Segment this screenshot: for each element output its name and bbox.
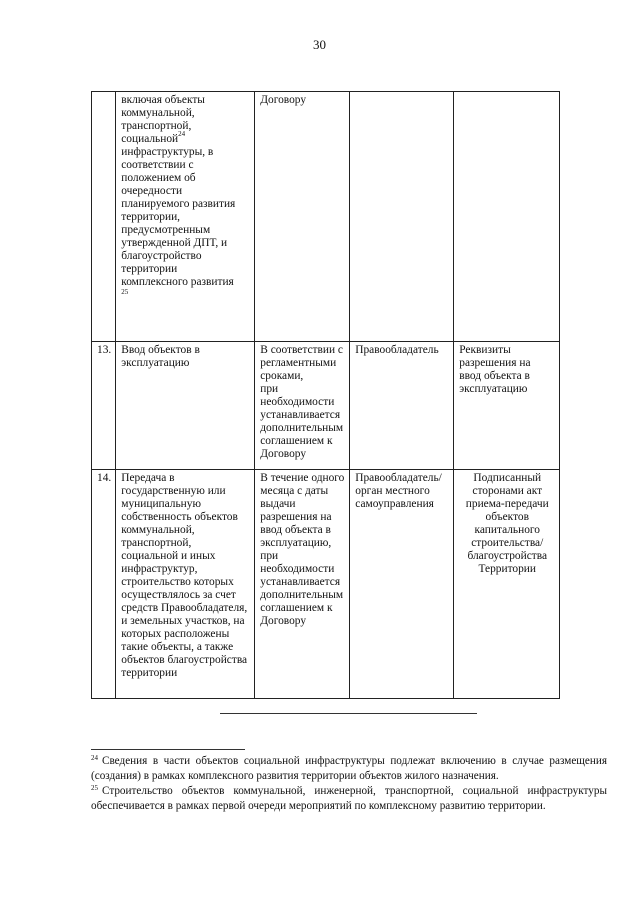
term-cell bbox=[255, 92, 350, 342]
result-line: сторонами акт bbox=[472, 485, 543, 497]
term-line: выдачи bbox=[260, 498, 296, 510]
footnote-ref-24: 24 bbox=[178, 130, 186, 138]
event-line: планируемого развития bbox=[121, 198, 236, 210]
event-line: и земельных участков, на bbox=[121, 615, 245, 627]
term-line: необходимости bbox=[260, 563, 335, 575]
term-line: регламентными bbox=[260, 357, 337, 369]
event-line: утвержденной ДПТ, и bbox=[121, 237, 228, 249]
event-line: государственную или bbox=[121, 485, 226, 497]
responsible-cell bbox=[350, 92, 454, 342]
result-line: Подписанный bbox=[473, 472, 542, 484]
term-line: месяца с даты bbox=[260, 485, 329, 497]
footnote-mark: 25 bbox=[91, 784, 98, 793]
event-line: социальной и иных bbox=[121, 550, 216, 562]
responsible-line: орган местного bbox=[355, 485, 430, 497]
event-line: комплексного развития bbox=[121, 276, 234, 288]
result-cell bbox=[454, 470, 560, 699]
event-line: объектов благоустройства bbox=[121, 654, 248, 666]
responsible-line: самоуправления bbox=[355, 498, 434, 510]
footnotes bbox=[91, 754, 607, 814]
term-line: устанавливается bbox=[260, 576, 341, 588]
responsible-line: Правообладатель bbox=[355, 344, 439, 356]
result-line: объектов bbox=[485, 511, 529, 523]
table-row bbox=[92, 342, 560, 470]
result-line: капитального bbox=[474, 524, 540, 536]
term-line: В течение одного bbox=[260, 472, 345, 484]
row-number-cell: 13. bbox=[92, 342, 116, 470]
event-line: Передача в bbox=[121, 472, 175, 484]
result-line: Реквизиты bbox=[459, 344, 511, 356]
term-line: Договору bbox=[260, 448, 307, 460]
event-line: территории bbox=[121, 667, 178, 679]
event-line: инфраструктур, bbox=[121, 563, 198, 575]
term-line: при bbox=[260, 383, 279, 395]
event-cell bbox=[116, 342, 255, 470]
result-cell bbox=[454, 92, 560, 342]
event-line: осуществлялось за счет bbox=[121, 589, 236, 601]
event-line: включая объекты bbox=[121, 94, 205, 106]
footnote-25 bbox=[91, 784, 607, 814]
event-line: средств Правообладателя, bbox=[121, 602, 248, 614]
footnote-ref-25: 25 bbox=[121, 288, 129, 296]
event-cell bbox=[116, 470, 255, 699]
term-line: соглашением к bbox=[260, 602, 333, 614]
term-line: дополнительным bbox=[260, 422, 344, 434]
event-line: собственность объектов bbox=[121, 511, 238, 523]
footnote-mark: 24 bbox=[91, 754, 98, 762]
term-line: дополнительным bbox=[260, 589, 344, 601]
event-line: строительство которых bbox=[121, 576, 234, 588]
result-line: строительства/ bbox=[471, 537, 544, 549]
event-line: благоустройство bbox=[121, 250, 202, 262]
footnote-text: Сведения в части объектов социальной инфраструктуры подлежат включению в случае размещения (создания) в рамках комплексного развития территории объектов жилого назначения. bbox=[91, 755, 607, 783]
responsible-line: Правообладатель/ bbox=[355, 472, 442, 484]
footnote-text: Строительство объектов коммунальной, инженерной, транспортной, социальной инфраструктуры обеспечивается в рамках первой очереди мероприятий по комплексному развитию территории. bbox=[91, 785, 607, 813]
event-line: транспортной, bbox=[121, 120, 192, 132]
term-line: Договору bbox=[260, 94, 307, 106]
table-row bbox=[92, 470, 560, 699]
event-line: территории, bbox=[121, 211, 181, 223]
event-line: инфраструктуры, в bbox=[121, 146, 214, 158]
result-cell bbox=[454, 342, 560, 470]
result-line: разрешения на bbox=[459, 357, 531, 369]
schedule-table bbox=[91, 91, 560, 699]
result-line: приема-передачи bbox=[465, 498, 549, 510]
term-cell bbox=[255, 342, 350, 470]
footnote-separator bbox=[91, 749, 245, 750]
result-line: ввод объекта в bbox=[459, 370, 530, 382]
event-line: Ввод объектов в bbox=[121, 344, 200, 356]
result-line: Территории bbox=[478, 563, 536, 575]
term-line: разрешения на bbox=[260, 511, 332, 523]
responsible-cell bbox=[350, 470, 454, 699]
term-line: эксплуатацию, bbox=[260, 537, 332, 549]
term-line: Договору bbox=[260, 615, 307, 627]
term-line: соглашением к bbox=[260, 435, 333, 447]
responsible-cell bbox=[350, 342, 454, 470]
event-line: предусмотренным bbox=[121, 224, 211, 236]
term-line: при bbox=[260, 550, 279, 562]
page-number: 30 bbox=[313, 37, 326, 52]
event-line: коммунальной, bbox=[121, 107, 195, 119]
term-line: В соответствии с bbox=[260, 344, 343, 356]
event-line: территории bbox=[121, 263, 178, 275]
event-line: положением об bbox=[121, 172, 196, 184]
term-cell bbox=[255, 470, 350, 699]
event-line: которых расположены bbox=[121, 628, 230, 640]
result-line: благоустройства bbox=[467, 550, 548, 562]
term-line: ввод объекта в bbox=[260, 524, 331, 536]
event-line: коммунальной, bbox=[121, 524, 195, 536]
footnote-24 bbox=[91, 754, 607, 784]
row-number-cell bbox=[92, 92, 116, 342]
row-number-cell: 14. bbox=[92, 470, 116, 699]
event-line: социальной$^{24}$ bbox=[121, 130, 186, 145]
result-line: эксплуатацию bbox=[459, 383, 528, 395]
section-divider bbox=[220, 713, 477, 714]
term-line: сроками, bbox=[260, 370, 304, 382]
event-line: муниципальную bbox=[121, 498, 201, 510]
event-line: такие объекты, а также bbox=[121, 641, 234, 653]
table-row-continuation bbox=[92, 92, 560, 342]
event-line: транспортной, bbox=[121, 537, 192, 549]
event-line: очередности bbox=[121, 185, 183, 197]
term-line: необходимости bbox=[260, 396, 335, 408]
event-cell bbox=[116, 92, 255, 342]
event-line: соответствии с bbox=[121, 159, 194, 171]
term-line: устанавливается bbox=[260, 409, 341, 421]
event-line: эксплуатацию bbox=[121, 357, 190, 369]
